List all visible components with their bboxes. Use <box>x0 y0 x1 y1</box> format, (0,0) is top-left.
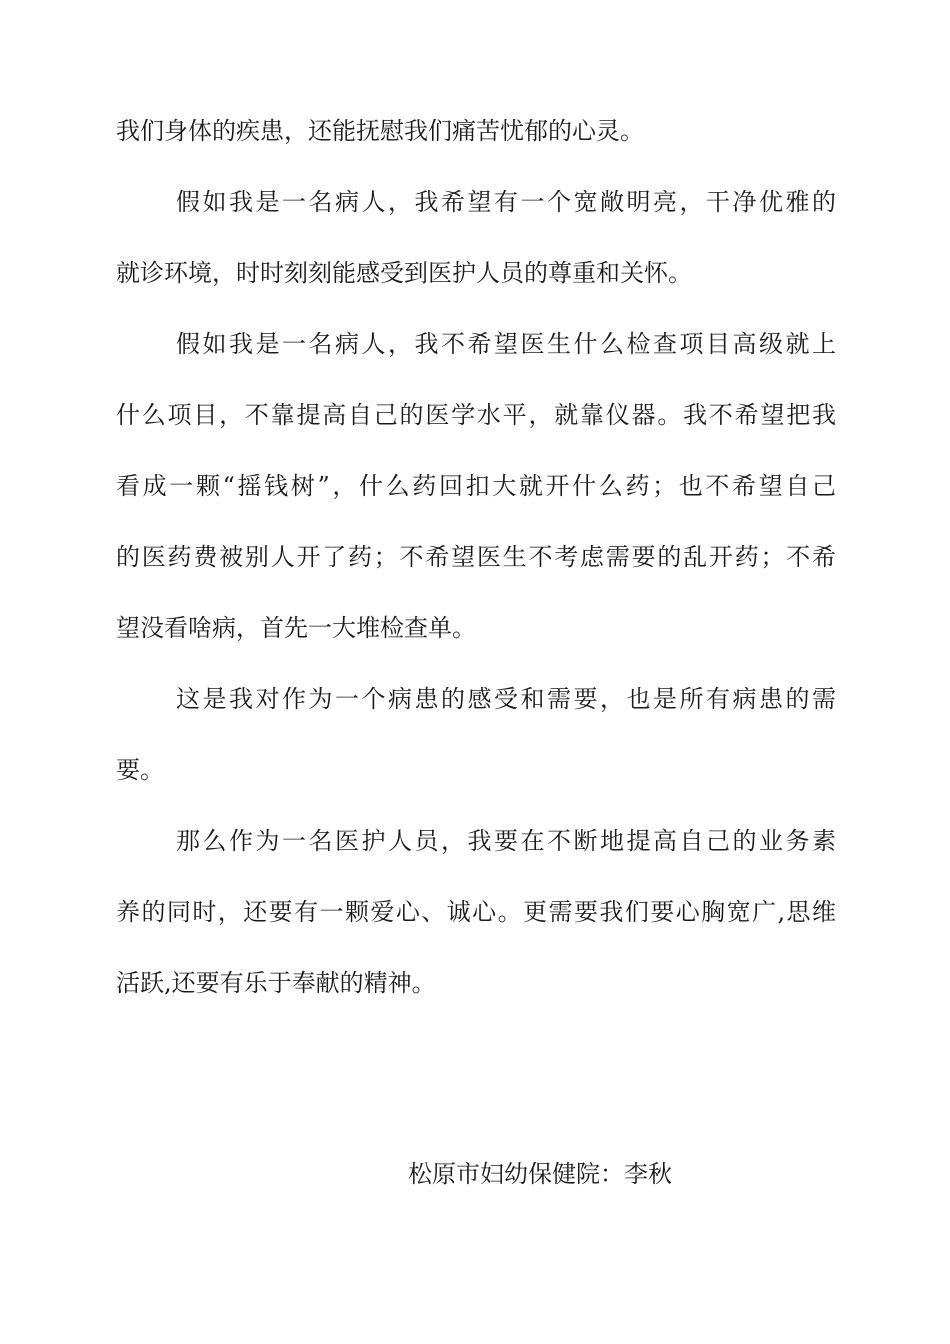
text-line: 要。 <box>116 756 164 784</box>
text-line: 的医药费被别人开了药；不希望医生不考虑需要的乱开药；不希 <box>116 543 836 571</box>
text-line: 假如我是一名病人，我希望有一个宽敞明亮，干净优雅的 <box>176 188 836 216</box>
text-line: 那么作为一名医护人员，我要在不断地提高自己的业务素 <box>176 827 836 855</box>
text-line: 我们身体的疾患，还能抚慰我们痛苦忧郁的心灵。 <box>116 117 644 145</box>
signature: 松原市妇幼保健院：李秋 <box>408 1160 672 1188</box>
text-line: 假如我是一名病人，我不希望医生什么检查项目高级就上 <box>176 330 836 358</box>
document-body <box>116 96 836 1019</box>
text-line: 看成一颗“摇钱树”，什么药回扣大就开什么药；也不希望自己 <box>116 472 836 500</box>
text-line: 养的同时，还要有一颗爱心、诚心。更需要我们要心胸宽广,思维 <box>116 898 836 926</box>
text-line: 这是我对作为一个病患的感受和需要，也是所有病患的需 <box>176 685 836 713</box>
text-line: 望没看啥病，首先一大堆检查单。 <box>116 614 476 642</box>
text-line: 就诊环境，时时刻刻能感受到医护人员的尊重和关怀。 <box>116 259 692 287</box>
text-line: 活跃,还要有乐于奉献的精神。 <box>116 969 436 997</box>
text-line: 什么项目，不靠提高自己的医学水平，就靠仪器。我不希望把我 <box>116 401 836 429</box>
